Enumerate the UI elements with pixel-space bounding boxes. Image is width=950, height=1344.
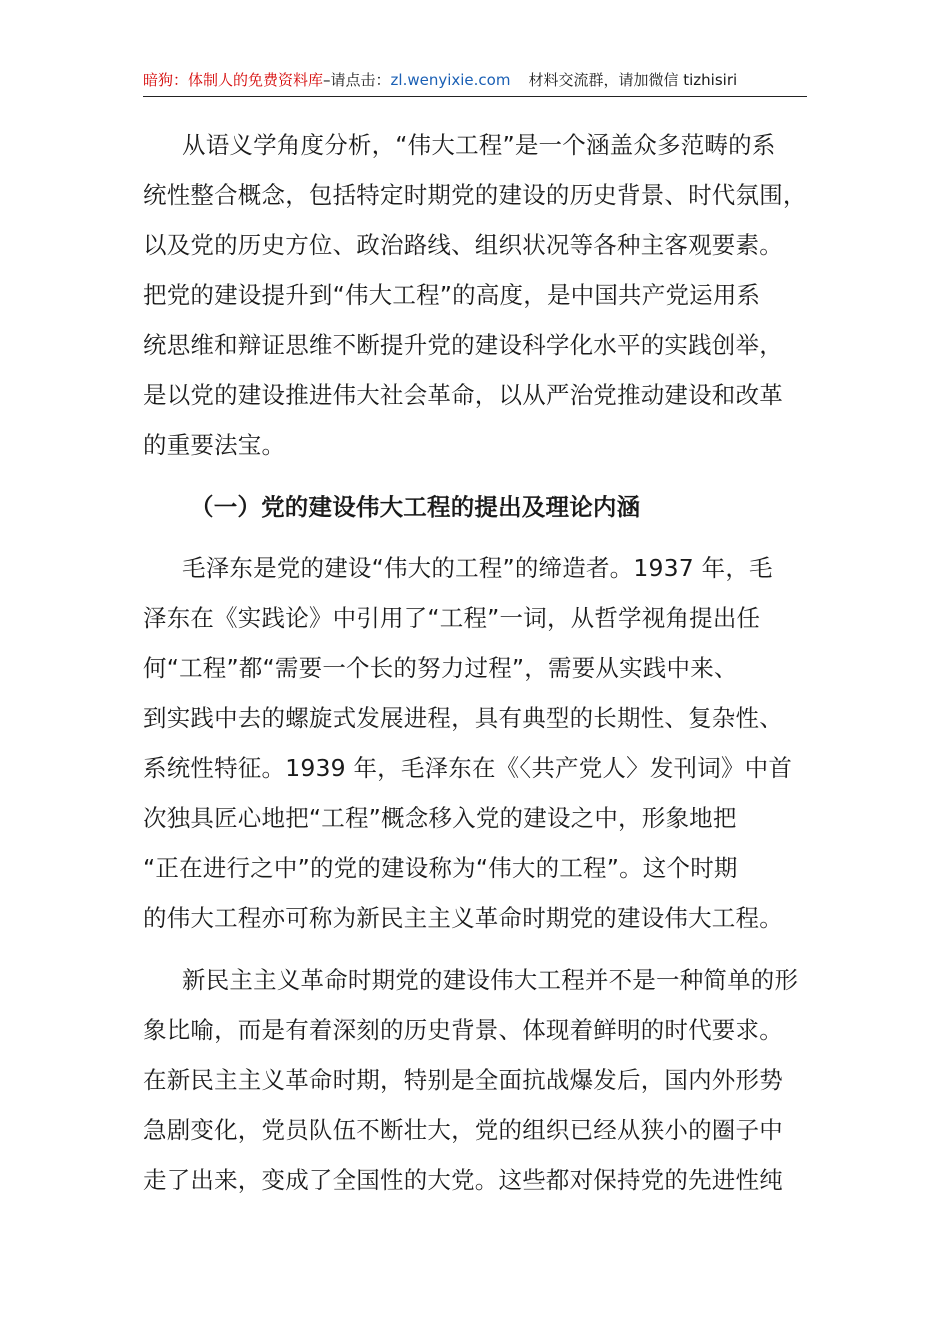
text-line: 的重要法宝。 [143,431,286,459]
page-header [143,66,807,97]
text-line: 统性整合概念，包括特定时期党的建设的历史背景、时代氛围， [143,181,807,209]
text-line: 系统性特征。1939 年，毛泽东在《〈共产党人〉发刊词》中首 [143,754,793,782]
text-line: 在新民主主义革命时期，特别是全面抗战爆发后，国内外形势 [143,1066,783,1094]
text-line: 泽东在《实践论》中引用了“工程”一词，从哲学视角提出任 [143,604,761,632]
site-name: 暗狗：体制人的免费资料库 [143,71,324,89]
text-line: 毛泽东是党的建设“伟大的工程”的缔造者。1937 年，毛 [182,554,773,582]
text-line: 是以党的建设推进伟大社会革命，以从严治党推动建设和改革 [143,381,783,409]
text-line: 到实践中去的螺旋式发展进程，具有典型的长期性、复杂性、 [143,704,783,732]
text-line: 走了出来，变成了全国性的大党。这些都对保持党的先进性纯 [143,1166,783,1194]
text-line: 何“工程”都“需要一个长的努力过程”，需要从实践中来、 [143,654,738,682]
text-line: 次独具匠心地把“工程”概念移入党的建设之中，形象地把 [143,804,737,832]
click-prompt: –请点击： [323,71,391,89]
wechat-info: 材料交流群，请加微信 tizhisiri [528,71,738,89]
text-line: 统思维和辩证思维不断提升党的建设科学化水平的实践创举， [143,331,783,359]
site-url-link[interactable]: zl.wenyixie.com [390,71,511,89]
text-line: 以及党的历史方位、政治路线、组织状况等各种主客观要素。 [143,231,783,259]
text-line: 的伟大工程亦可称为新民主主义革命时期党的建设伟大工程。 [143,904,783,932]
text-line: 把党的建设提升到“伟大工程”的高度，是中国共产党运用系 [143,281,761,309]
text-line: 象比喻，而是有着深刻的历史背景、体现着鲜明的时代要求。 [143,1016,783,1044]
text-line: 从语义学角度分析，“伟大工程”是一个涵盖众多范畴的系 [182,131,776,159]
text-line: 新民主主义革命时期党的建设伟大工程并不是一种简单的形 [182,966,799,994]
text-line: 急剧变化，党员队伍不断壮大，党的组织已经从狭小的圈子中 [143,1116,783,1144]
section-heading: （一）党的建设伟大工程的提出及理论内涵 [190,493,641,521]
text-line: “正在进行之中”的党的建设称为“伟大的工程”。这个时期 [143,854,738,882]
